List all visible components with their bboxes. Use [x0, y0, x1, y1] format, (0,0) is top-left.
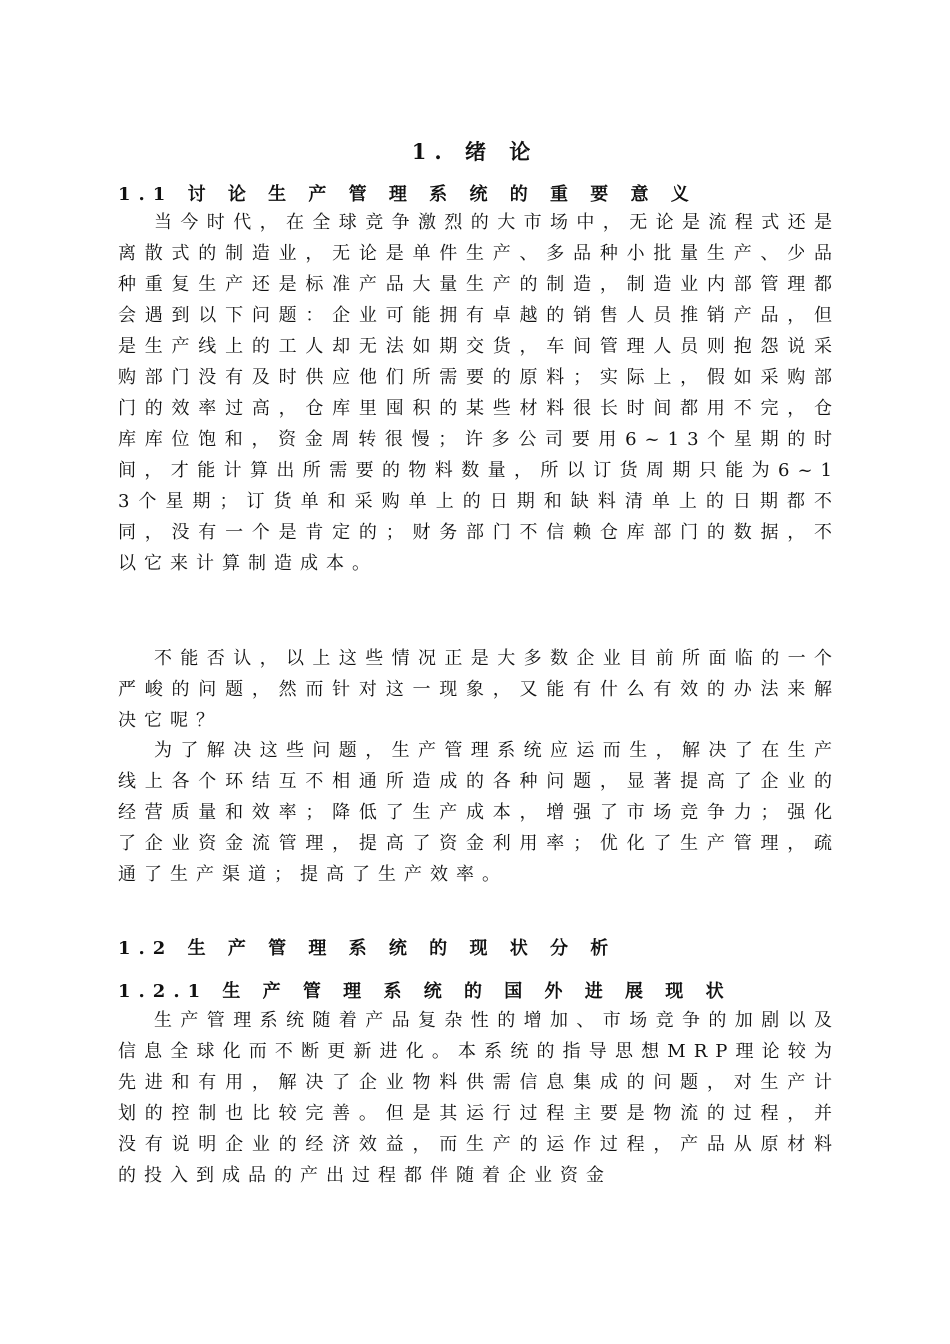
paragraph-1-1-c: 为了解决这些问题，生产管理系统应运而生，解决了在生产线上各个环结互不相通所造成的各种问题，显著提高了企业的经营质量和效率；降低了生产成本，增强了市场竞争力；强化了企业资金流管理，提高了资金利用率；优化了生产管理，疏通了生产渠道；提高了生产效率。: [118, 740, 840, 885]
paragraph-1-1-a: 当今时代，在全球竞争激烈的大市场中，无论是流程式还是离散式的制造业，无论是单件生产、多品种小批量生产、少品种重复生产还是标准产品大量生产的制造，制造业内部管理都会遇到以下问题：企业可能拥有卓越的销售人员推销产品，但是生产线上的工人却无法如期交货，车间管理人员则抱怨说采购部门没有及时供应他们所需要的原料；实际上，假如采购部门的效率过高，仓库里囤积的某些材料很长时间都用不完，仓库库位饱和，资金周转很慢；许多公司要用6~13个星期的时间，才能计算出所需要的物料数量，所以订货周期只能为6~13个星期；订货单和采购单上的日期和缺料清单上的日期都不同，没有一个是肯定的；财务部门不信赖仓库部门的数据，不以它来计算制造成本。: [118, 212, 840, 574]
paragraph-1-2-1-a: 生产管理系统随着产品复杂性的增加、市场竞争的加剧以及信息全球化而不断更新进化。本系统的指导思想MRP理论较为先进和有用，解决了企业物料供需信息集成的问题，对生产计划的控制也比较完善。但是其运行过程主要是物流的过程，并没有说明企业的经济效益，而生产的运作过程，产品从原材料的投入到成品的产出过程都伴随着企业资金: [118, 1010, 840, 1186]
section-heading-1-2: 1.2 生 产 管 理 系 统 的 现 状 分 析: [118, 938, 617, 959]
paragraph-1-1-b: 不能否认，以上这些情况正是大多数企业目前所面临的一个严峻的问题，然而针对这一现象，又能有什么有效的办法来解决它呢？: [118, 648, 840, 731]
section-heading-1-1: 1.1 讨 论 生 产 管 理 系 统 的 重 要 意 义: [118, 184, 697, 205]
subsection-heading-1-2-1: 1.2.1 生 产 管 理 系 统 的 国 外 进 展 现 状: [118, 981, 732, 1002]
chapter-title: 1. 绪 论: [411, 139, 539, 164]
